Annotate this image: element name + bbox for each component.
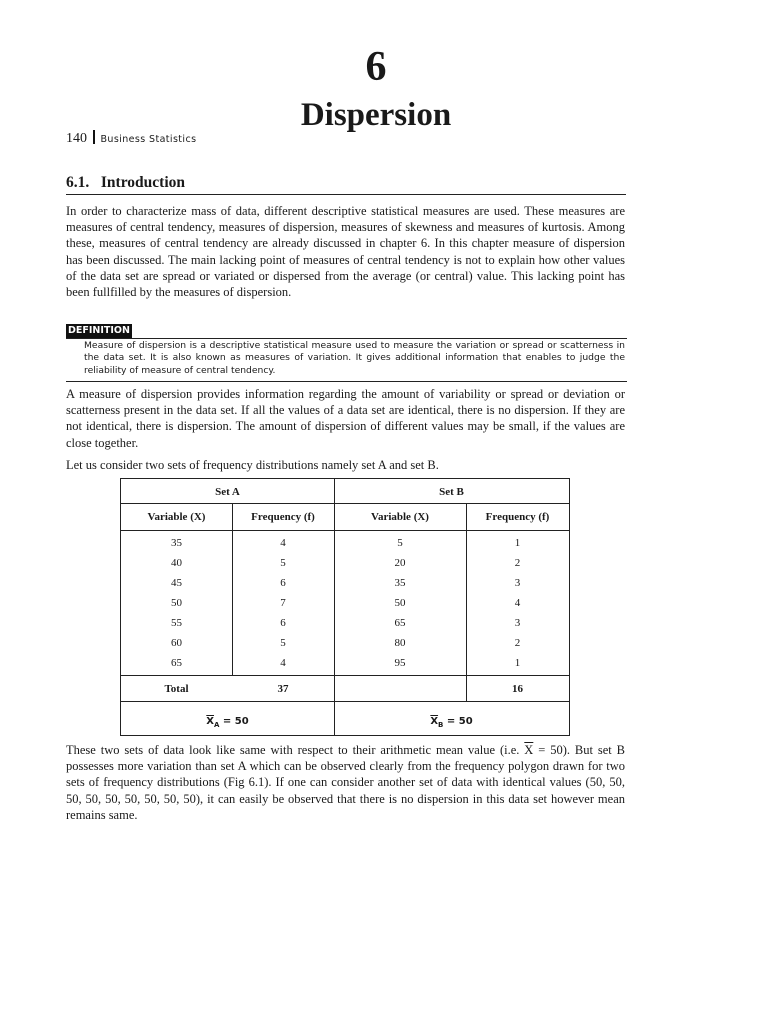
table-cell: 35: [394, 577, 406, 589]
column-header-variable-a: Variable (X): [147, 511, 206, 523]
table-cell: 1: [514, 537, 521, 549]
total-set-a: 37: [277, 683, 289, 695]
running-head-divider: [93, 130, 95, 144]
table-cell: 6: [280, 617, 286, 629]
dispersion-paragraph: A measure of dispersion provides information regarding the amount of variability or spread or deviation or scatterness present in the data set. If all the values of a data set are identical, there is no dispersion. If they are not identical, there is dispersion. The amount of dispersion of different values may be small, if the values are close together.: [66, 387, 625, 450]
mean-value: = 50: [443, 716, 473, 727]
mean-subscript: A: [214, 721, 220, 729]
table-cell: 50: [171, 597, 182, 609]
table-cell: 5: [397, 537, 403, 549]
definition-box: [66, 324, 627, 382]
table-cell: 1: [514, 657, 521, 669]
table-cell: 5: [280, 557, 286, 569]
table-rule: [121, 530, 569, 531]
total-label: Total: [164, 683, 189, 695]
table-cell: 50: [394, 597, 406, 609]
chapter-title: Dispersion: [300, 97, 452, 133]
mean-set-a: [121, 715, 334, 732]
paragraph-text: = 50). But set B possesses more variation than set A which can be observed clearly from the frequency polygon drawn for two sets of frequency distributions (Fig 6.1). If one can consider another set of data with identical values (50, 50, 50, 50, 50, 50, 50, 50, 50), it can easily be observed that there is no dispersion in this data set however mean remains same.: [66, 743, 626, 822]
section-heading: 6.1. Introduction: [66, 173, 626, 195]
comparison-paragraph: [66, 742, 625, 823]
table-cell: 60: [171, 637, 182, 649]
total-set-b: 16: [512, 683, 523, 695]
paragraph-text: These two sets of data look like same with respect to their arithmetic mean value (i.e.: [66, 743, 525, 757]
chapter-number: 6: [365, 44, 387, 90]
page-number: 140: [66, 131, 87, 146]
table-cell: 7: [280, 597, 286, 609]
mean-value: = 50: [219, 716, 249, 727]
set-b-header: Set B: [439, 486, 464, 498]
mean-subscript: B: [438, 721, 444, 729]
table-rule: [121, 701, 569, 702]
table-cell: 4: [514, 597, 521, 609]
column-header-frequency-b: Frequency (f): [485, 511, 550, 523]
table-cell: 3: [514, 577, 521, 589]
book-title: Business Statistics: [100, 134, 197, 145]
running-head: [66, 129, 196, 149]
definition-label: DEFINITION: [68, 325, 130, 336]
table-cell: 45: [171, 577, 182, 589]
mean-symbol: $\overline{X}$: [430, 716, 439, 727]
mean-symbol: $\overline{X}$: [206, 716, 215, 727]
mean-symbol: $\overline{X}$: [524, 743, 534, 757]
definition-text: Measure of dispersion is a descriptive statistical measure used to measure the variation or spread or scatterness in the data set. It is also known as measures of variation. It gives additional information that enables to judge the reliability of measure of central tendency.: [84, 340, 625, 376]
mean-set-b: [334, 715, 569, 732]
table-cell: 20: [394, 557, 406, 569]
table-cell: 4: [280, 657, 286, 669]
table-cell: 2: [514, 557, 521, 569]
column-header-variable-b: Variable (X): [371, 511, 429, 523]
table-intro-paragraph: Let us consider two sets of frequency distributions namely set A and set B.: [66, 458, 439, 472]
set-a-header: Set A: [215, 486, 240, 498]
intro-paragraph: In order to characterize mass of data, different descriptive statistical measures are used. These measures are measures of central tendency, measures of dispersion, measures of skewness and measures of kurtosis. Among these, measures of central tendency are already discussed in chapter 6. In this chapter measure of dispersion has been discussed. The main lacking point of measures of central tendency is not to explain how other values of the data set are spread or variated or dispersed from the average (or central) value. This lacking point has been fullfilled by the measures of dispersion.: [66, 204, 625, 300]
table-cell: 6: [280, 577, 286, 589]
table-cell: 2: [514, 637, 521, 649]
table-rule: [121, 675, 569, 676]
table-cell: 55: [171, 617, 182, 629]
definition-bottom-rule: [66, 381, 627, 382]
table-cell: 3: [514, 617, 521, 629]
definition-top-rule: [66, 338, 627, 339]
table-cell: 65: [171, 657, 182, 669]
table-cell: 40: [171, 557, 182, 569]
table-cell: 95: [394, 657, 406, 669]
table-rule: [121, 503, 569, 504]
column-header-frequency-a: Frequency (f): [251, 511, 315, 523]
table-cell: 35: [171, 537, 182, 549]
table-cell: 65: [394, 617, 406, 629]
table-cell: 80: [394, 637, 406, 649]
table-cell: 5: [280, 637, 286, 649]
frequency-table: [120, 478, 570, 736]
table-cell: 4: [280, 537, 286, 549]
